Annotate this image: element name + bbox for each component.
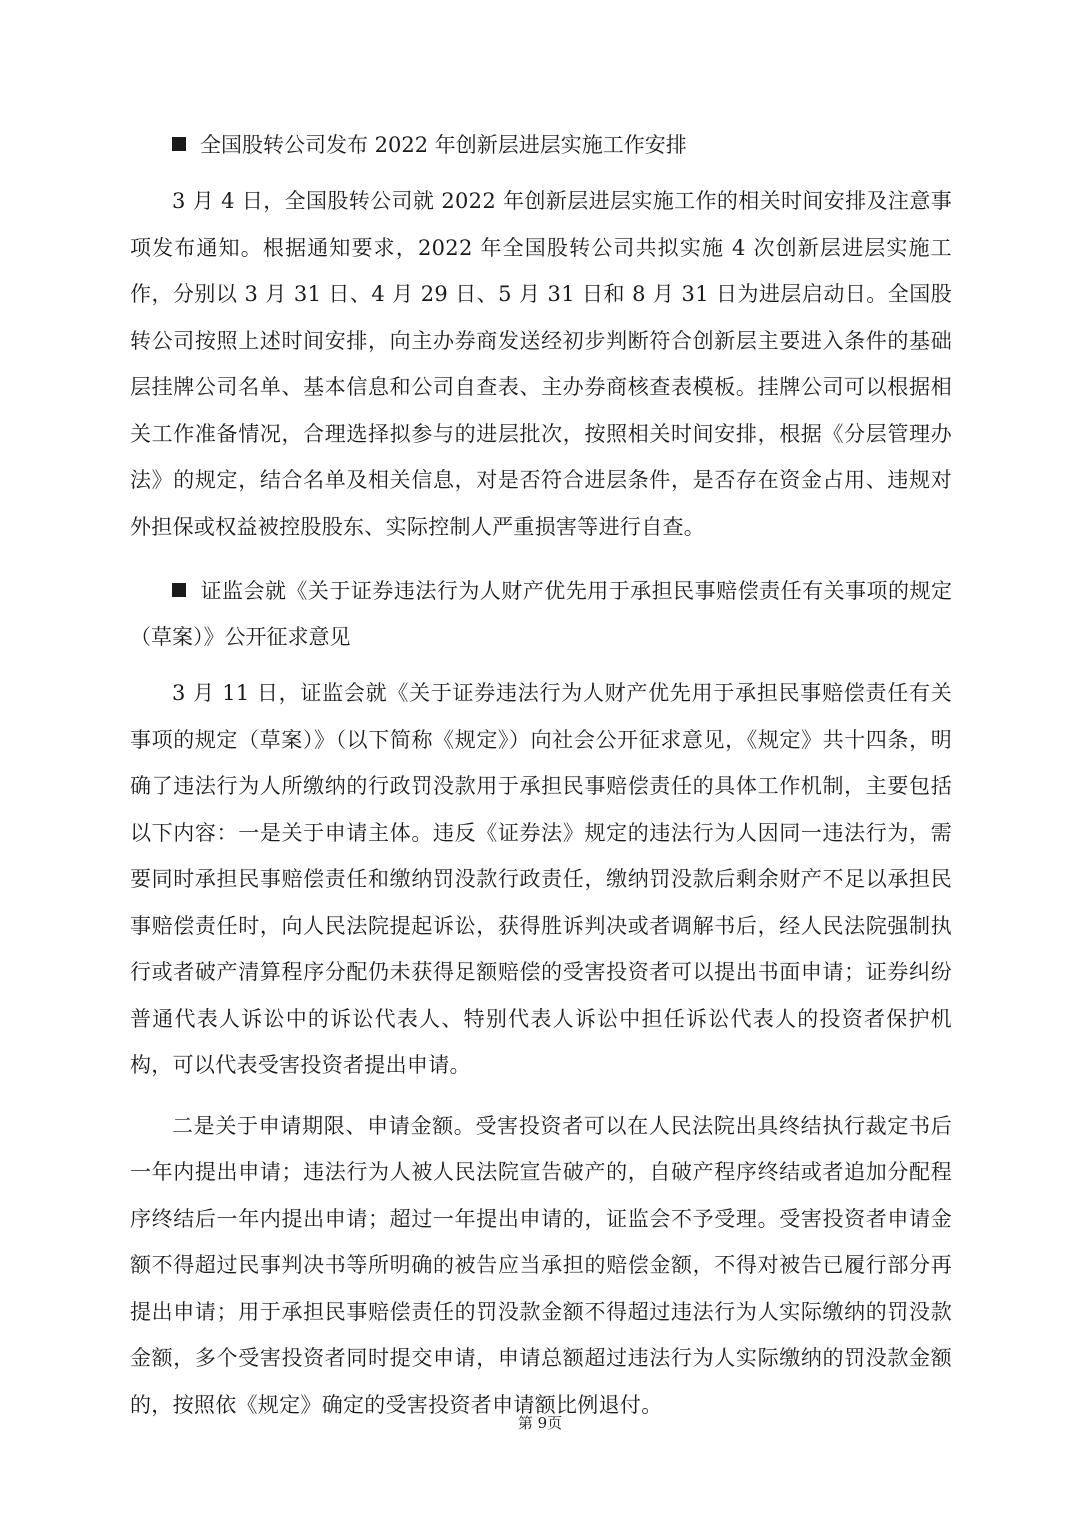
square-bullet-icon xyxy=(172,137,186,151)
document-body xyxy=(130,122,952,1442)
paragraph: 3 月 4 日，全国股转公司就 2022 年创新层进层实施工作的相关时间安排及注意事项发布通知。根据通知要求，2022 年全国股转公司共拟实施 4 次创新层进层实施工作，分别以 3 月 31 日、4 月 29 日、5 月 31 日和 8 月 31 日为进层启动日。全国股转公司按照上述时间安排，向主办券商发送经初步判断符合创新层主要进入条件的基础层挂牌公司名单、基本信息和公司自查表、主办券商核查表模板。挂牌公司可以根据相关工作准备情况，合理选择拟参与的进层批次，按照相关时间安排，根据《分层管理办法》的规定，结合名单及相关信息，对是否符合进层条件，是否存在资金占用、违规对外担保或权益被控股股东、实际控制人严重损害等进行自查。 xyxy=(130,189,952,539)
section-heading-text: 全国股转公司发布 2022 年创新层进层实施工作安排 xyxy=(200,133,687,157)
paragraph: 3 月 11 日，证监会就《关于证券违法行为人财产优先用于承担民事赔偿责任有关事项的规定（草案）》（以下简称《规定》）向社会公开征求意见，《规定》共十四条，明确了违法行为人所缴纳的行政罚没款用于承担民事赔偿责任的具体工作机制，主要包括以下内容：一是关于申请主体。违反《证券法》规定的违法行为人因同一违法行为，需要同时承担民事赔偿责任和缴纳罚没款行政责任，缴纳罚没款后剩余财产不足以承担民事赔偿责任时，向人民法院提起诉讼，获得胜诉判决或者调解书后，经人民法院强制执行或者破产清算程序分配仍未获得足额赔偿的受害投资者可以提出书面申请；证券纠纷普通代表人诉讼中的诉讼代表人、特别代表人诉讼中担任诉讼代表人的投资者保护机构，可以代表受害投资者提出申请。 xyxy=(130,681,952,1077)
section-heading-2 xyxy=(130,568,952,660)
square-bullet-icon xyxy=(172,583,186,597)
page-number: 第 9页 xyxy=(517,1414,563,1432)
paragraph: 二是关于申请期限、申请金额。受害投资者可以在人民法院出具终结执行裁定书后一年内提出申请；违法行为人被人民法院宣告破产的，自破产程序终结或者追加分配程序终结后一年内提出申请；超过一年提出申请的，证监会不予受理。受害投资者申请金额不得超过民事判决书等所明确的被告应当承担的赔偿金额，不得对被告已履行部分再提出申请；用于承担民事赔偿责任的罚没款金额不得超过违法行为人实际缴纳的罚没款金额，多个受害投资者同时提交申请，申请总额超过违法行为人实际缴纳的罚没款金额的，按照依《规定》确定的受害投资者申请额比例退付。 xyxy=(130,1113,952,1417)
section-heading-1 xyxy=(130,122,952,168)
section-heading-text: 证监会就《关于证券违法行为人财产优先用于承担民事赔偿责任有关事项的规定（草案）》公开征求意见 xyxy=(130,579,952,649)
